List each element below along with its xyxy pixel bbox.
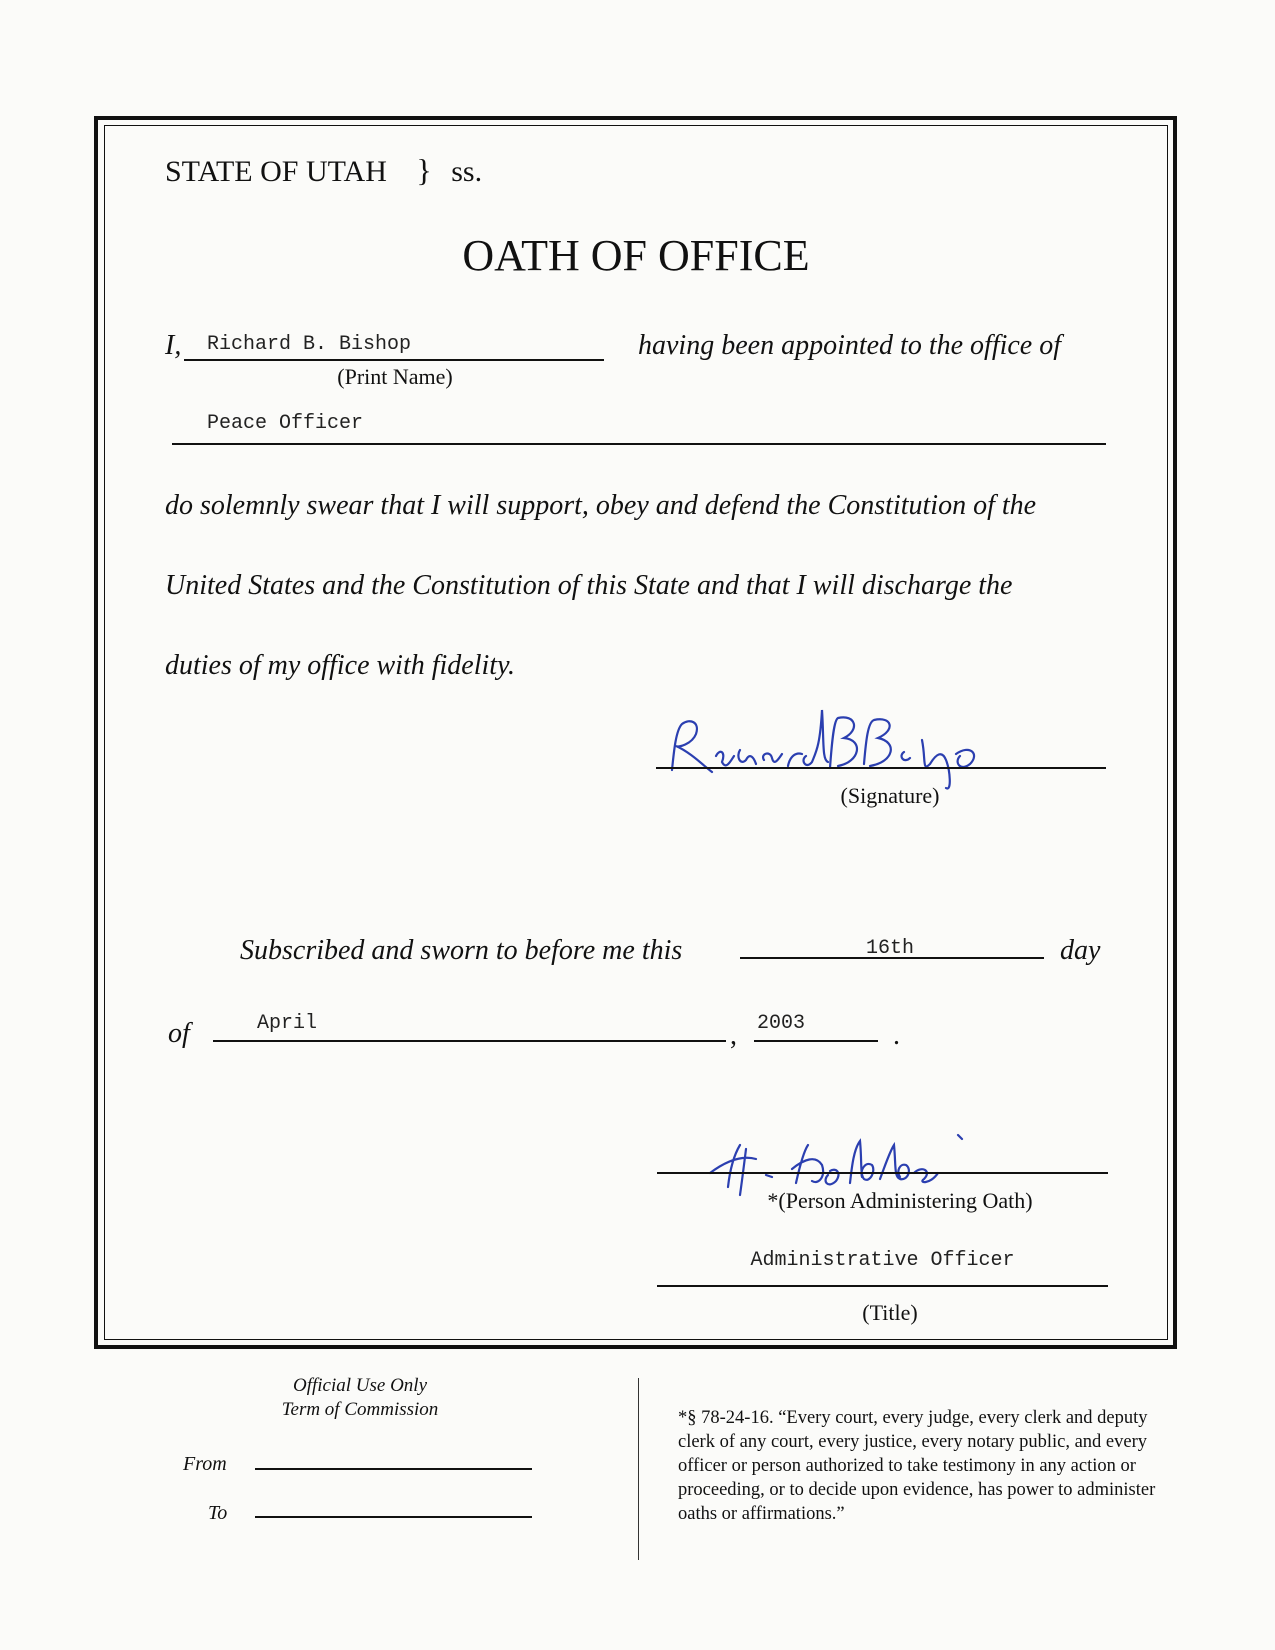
- from-line[interactable]: [255, 1468, 532, 1470]
- signature-image: [660, 700, 1000, 795]
- inner-border: [104, 125, 1168, 1340]
- print-name-line: [184, 359, 604, 361]
- pronoun-i: I,: [165, 330, 182, 361]
- from-label: From: [183, 1453, 227, 1475]
- office-value[interactable]: Peace Officer: [207, 412, 364, 435]
- print-name-label: (Print Name): [337, 364, 453, 389]
- title-value[interactable]: Administrative Officer: [750, 1249, 1015, 1272]
- title-label: (Title): [862, 1300, 918, 1325]
- day-word: day: [1060, 935, 1101, 966]
- administrator-label: *(Person Administering Oath): [767, 1188, 1033, 1213]
- state-name: STATE OF UTAH: [165, 155, 387, 188]
- ss-label: ss.: [451, 155, 483, 188]
- office-line: [172, 443, 1106, 445]
- print-name-value[interactable]: Richard B. Bishop: [207, 333, 412, 356]
- appointed-text: having been appointed to the office of: [638, 330, 1062, 361]
- administrator-line: [657, 1172, 1108, 1174]
- oath-line-2: United States and the Constitution of this State and that I will discharge the: [165, 570, 1013, 601]
- document-title: OATH OF OFFICE: [462, 231, 810, 280]
- subscribed-text: Subscribed and sworn to before me this: [240, 935, 683, 966]
- month-value[interactable]: April: [257, 1012, 318, 1035]
- day-line: [740, 957, 1044, 959]
- period: .: [893, 1020, 900, 1051]
- oath-line-3: duties of my office with fidelity.: [165, 650, 515, 681]
- title-line: [657, 1285, 1108, 1287]
- year-value[interactable]: 2003: [757, 1012, 806, 1035]
- vertical-divider: [638, 1378, 639, 1560]
- month-line: [213, 1040, 726, 1042]
- year-line: [754, 1040, 878, 1042]
- official-use-heading: Official Use Only: [292, 1375, 428, 1396]
- oath-line-1: do solemnly swear that I will support, obey and defend the Constitution of the: [165, 490, 1037, 521]
- state-heading: [165, 152, 482, 189]
- to-label: To: [208, 1502, 228, 1524]
- statute-text: *§ 78-24-16. “Every court, every judge, every clerk and deputy clerk of any court, every justice, every notary public, and every officer or person authorized to take testimony in any action or proceeding, or to decide upon evidence, has power to administer oaths or affirmations.”: [678, 1408, 1156, 1524]
- to-line[interactable]: [255, 1516, 532, 1518]
- brace: }: [416, 152, 432, 188]
- of-word: of: [168, 1018, 190, 1049]
- term-of-commission-heading: Term of Commission: [281, 1399, 439, 1420]
- comma: ,: [730, 1020, 737, 1051]
- signature-line: [656, 767, 1106, 769]
- day-value[interactable]: 16th: [865, 937, 914, 960]
- signature-label: (Signature): [840, 783, 940, 808]
